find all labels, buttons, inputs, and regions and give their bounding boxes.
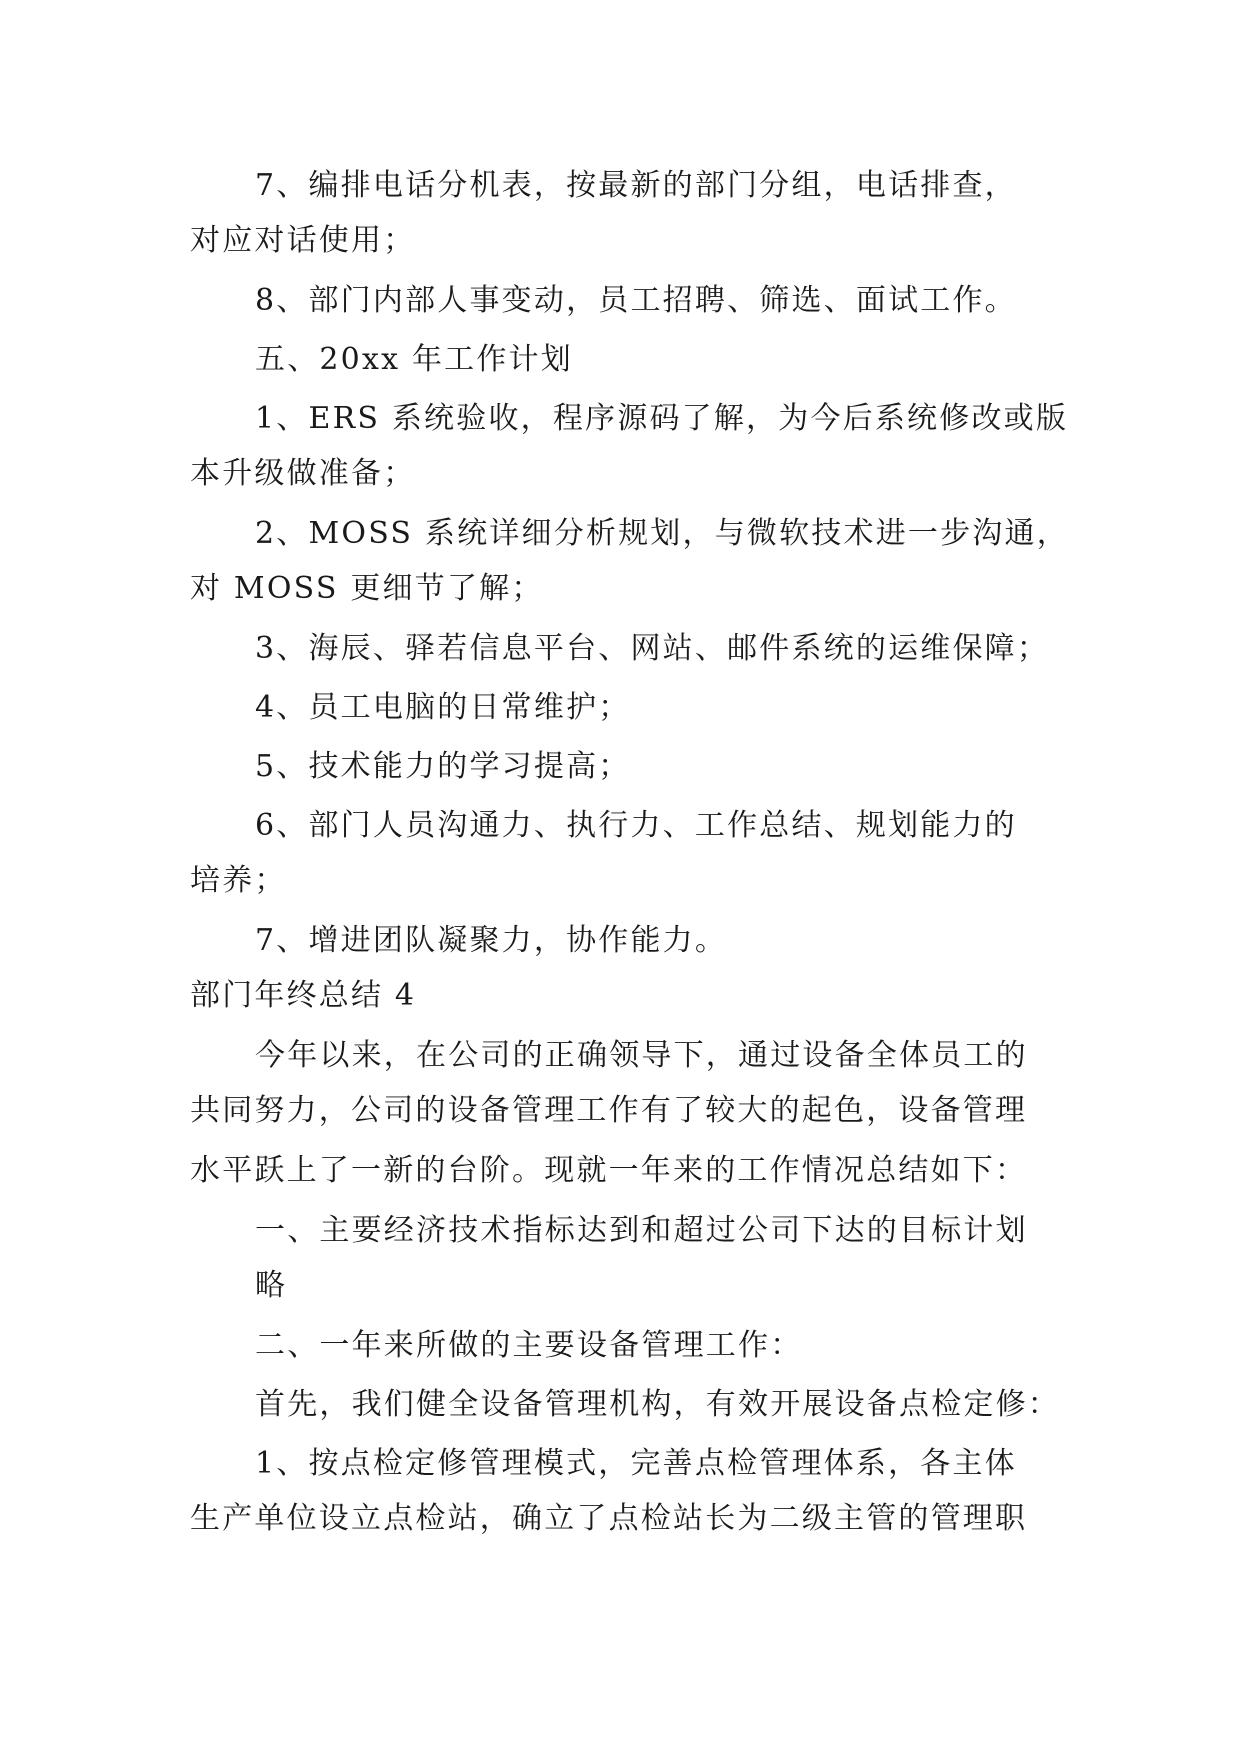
- text-line: 略: [255, 1268, 288, 1303]
- section-heading: 五、20xx 年工作计划: [255, 342, 573, 377]
- text-line: 培养；: [190, 863, 287, 898]
- text-line: 本升级做准备；: [190, 456, 416, 491]
- text-line: 6、部门人员沟通力、执行力、工作总结、规划能力的: [255, 808, 1017, 843]
- text-line: 5、技术能力的学习提高；: [255, 749, 631, 784]
- text-line: 2、MOSS 系统详细分析规划，与微软技术进一步沟通，: [255, 516, 1069, 551]
- text-line: 3、海辰、驿若信息平台、网站、邮件系统的运维保障；: [255, 631, 1050, 666]
- text-line: 7、编排电话分机表，按最新的部门分组，电话排查，: [255, 168, 1017, 203]
- text-line: 共同努力，公司的设备管理工作有了较大的起色，设备管理: [190, 1093, 1028, 1128]
- text-line: 二、一年来所做的主要设备管理工作：: [255, 1328, 803, 1363]
- text-line: 今年以来，在公司的正确领导下，通过设备全体员工的: [255, 1038, 1028, 1073]
- text-line: 一、主要经济技术指标达到和超过公司下达的目标计划: [255, 1213, 1028, 1248]
- section-title: 部门年终总结 4: [190, 978, 417, 1013]
- text-line: 生产单位设立点检站，确立了点检站长为二级主管的管理职: [190, 1501, 1028, 1536]
- text-line: 4、员工电脑的日常维护；: [255, 690, 631, 725]
- text-line: 7、增进团队凝聚力，协作能力。: [255, 923, 728, 958]
- text-line: 对应对话使用；: [190, 223, 416, 258]
- text-line: 对 MOSS 更细节了解；: [190, 571, 544, 606]
- text-line: 1、ERS 系统验收，程序源码了解，为今后系统修改或版: [255, 401, 1069, 436]
- text-line: 1、按点检定修管理模式，完善点检管理体系，各主体: [255, 1446, 1017, 1481]
- text-line: 8、部门内部人事变动，员工招聘、筛选、面试工作。: [255, 283, 1017, 318]
- text-line: 首先，我们健全设备管理机构，有效开展设备点检定修：: [255, 1387, 1060, 1422]
- text-line: 水平跃上了一新的台阶。现就一年来的工作情况总结如下：: [190, 1153, 1028, 1188]
